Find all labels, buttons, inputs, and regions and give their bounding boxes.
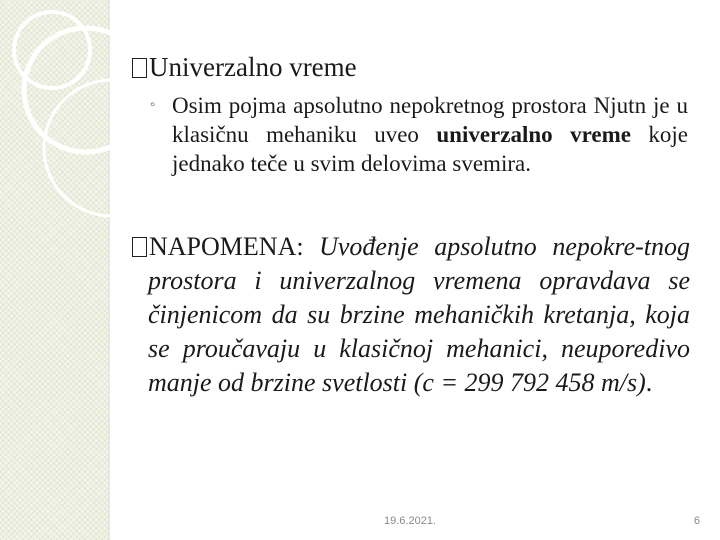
footer-date: 19.6.2021. (384, 515, 436, 527)
note-label: NAPOMENA: (149, 232, 320, 261)
note-paragraph (132, 230, 690, 400)
note-bullet (132, 230, 690, 400)
page-number: 6 (693, 515, 700, 527)
note-trailing: . (645, 368, 653, 397)
circle-bullet-icon: ◦ (150, 97, 156, 113)
sub-bullet (150, 91, 688, 178)
sub-bullet-text-start: Osim pojma apsolutno nepokretnog prostora Njutn je u klasičnu mehaniku uveo (172, 93, 688, 147)
note-italic-text: Uvođenje apsolutno nepokre-tnog prostora i univerzalnog vremena opravdava se činjenicom da su brzine mehaničkih kretanja, koja se proučavaju u klasičnoj mehanici, neuporedivo manje od brzine svetlosti (c = 299 792 458 m/s) (148, 232, 690, 397)
sub-bullet-text-end: koje jednako teče u svim delovima svemira. (172, 122, 688, 176)
sub-bullet-text (172, 91, 688, 178)
missing-glyph-icon (132, 237, 147, 257)
sub-bullet-bold-term: univerzalno vreme (436, 122, 631, 147)
missing-glyph-icon (132, 58, 147, 78)
heading-text: Univerzalno vreme (149, 52, 357, 82)
heading-bullet (132, 51, 357, 83)
